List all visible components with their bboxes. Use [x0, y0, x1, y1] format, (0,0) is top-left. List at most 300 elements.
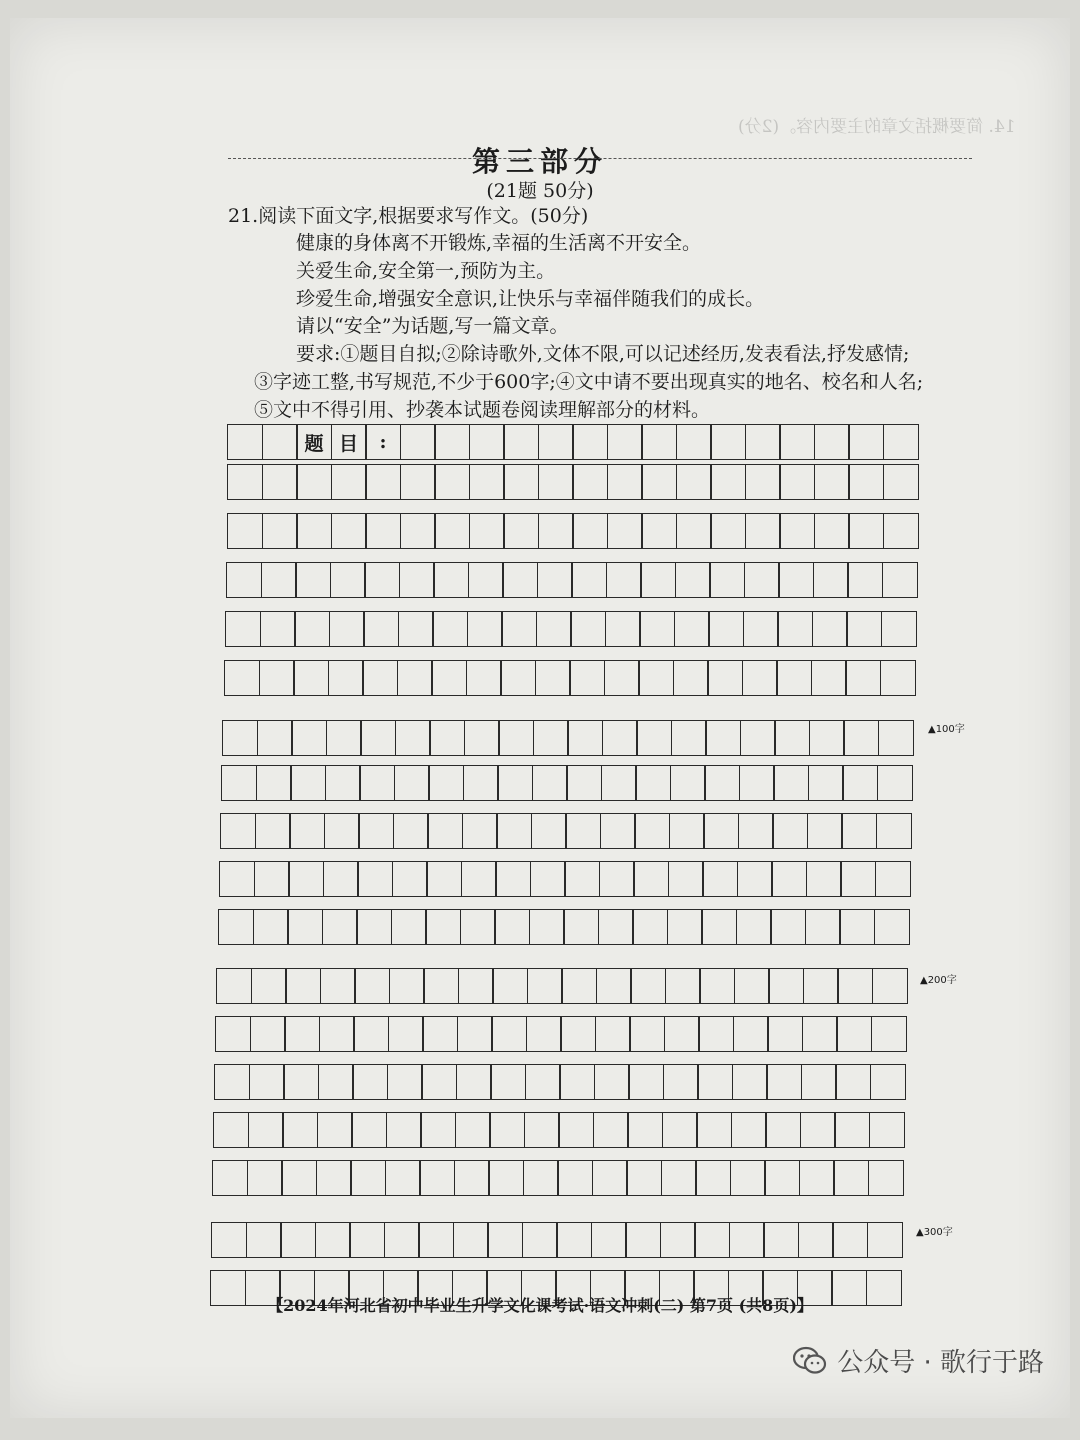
grid-cell[interactable]: [798, 1222, 834, 1258]
grid-cell[interactable]: [250, 1016, 286, 1052]
grid-cell[interactable]: [262, 464, 298, 500]
grid-cell[interactable]: [524, 1112, 560, 1148]
grid-cell[interactable]: [628, 1064, 664, 1100]
grid-cell[interactable]: [806, 861, 842, 897]
grid-cell[interactable]: [668, 861, 704, 897]
grid-cell[interactable]: [503, 424, 539, 460]
grid-cell[interactable]: [557, 1160, 593, 1196]
grid-cell[interactable]: [216, 968, 252, 1004]
grid-cell[interactable]: [387, 1064, 423, 1100]
grid-cell[interactable]: [322, 909, 358, 945]
grid-cell[interactable]: [734, 968, 770, 1004]
grid-cell[interactable]: [315, 1222, 351, 1258]
grid-cell[interactable]: [215, 1016, 251, 1052]
grid-cell[interactable]: [221, 765, 257, 801]
grid-cell[interactable]: [667, 909, 703, 945]
grid-cell[interactable]: [538, 424, 574, 460]
grid-cell[interactable]: [290, 765, 326, 801]
grid-cell[interactable]: [833, 1160, 869, 1196]
grid-cell[interactable]: [281, 1160, 317, 1196]
grid-cell[interactable]: [779, 513, 815, 549]
grid-cell[interactable]: [699, 968, 735, 1004]
grid-cell[interactable]: [490, 1064, 526, 1100]
grid-cell[interactable]: [522, 1222, 558, 1258]
grid-cell[interactable]: [880, 660, 916, 696]
grid-cell[interactable]: [572, 513, 608, 549]
grid-cell[interactable]: [771, 861, 807, 897]
grid-cell[interactable]: [665, 968, 701, 1004]
grid-cell[interactable]: [398, 611, 434, 647]
grid-cell[interactable]: [330, 562, 366, 598]
grid-cell[interactable]: [596, 968, 632, 1004]
grid-cell[interactable]: [426, 861, 462, 897]
grid-cell[interactable]: [317, 1112, 353, 1148]
grid-cell[interactable]: [744, 562, 780, 598]
grid-cell[interactable]: [558, 1112, 594, 1148]
grid-cell[interactable]: [763, 1222, 799, 1258]
grid-cell[interactable]: [605, 611, 641, 647]
grid-cell[interactable]: [427, 813, 463, 849]
grid-cell[interactable]: [293, 660, 329, 696]
grid-cell[interactable]: [599, 861, 635, 897]
grid-cell[interactable]: [469, 513, 505, 549]
grid-cell[interactable]: [602, 720, 638, 756]
grid-cell[interactable]: [526, 1016, 562, 1052]
grid-cell[interactable]: [259, 660, 295, 696]
grid-cell[interactable]: [251, 968, 287, 1004]
grid-cell[interactable]: [600, 813, 636, 849]
grid-cell[interactable]: [872, 968, 908, 1004]
grid-cell[interactable]: [705, 720, 741, 756]
grid-cell[interactable]: [538, 464, 574, 500]
grid-cell[interactable]: [841, 813, 877, 849]
grid-cell[interactable]: [320, 968, 356, 1004]
grid-cell[interactable]: [639, 611, 675, 647]
grid-cell[interactable]: [660, 1222, 696, 1258]
grid-cell[interactable]: [457, 1016, 493, 1052]
grid-cell[interactable]: [462, 813, 498, 849]
grid-cell[interactable]: [736, 909, 772, 945]
grid-cell[interactable]: [842, 765, 878, 801]
grid-cell[interactable]: [874, 909, 910, 945]
grid-cell[interactable]: [488, 1160, 524, 1196]
grid-cell[interactable]: [607, 464, 643, 500]
grid-cell[interactable]: [675, 562, 711, 598]
grid-cell[interactable]: [592, 1160, 628, 1196]
grid-cell[interactable]: [432, 611, 468, 647]
grid-cell[interactable]: [742, 660, 778, 696]
grid-cell[interactable]: [848, 513, 884, 549]
grid-cell[interactable]: [710, 513, 746, 549]
grid-cell[interactable]: [356, 909, 392, 945]
grid-cell[interactable]: [453, 1222, 489, 1258]
grid-cell[interactable]: [319, 1016, 355, 1052]
grid-cell[interactable]: [400, 464, 436, 500]
grid-cell[interactable]: [466, 660, 502, 696]
grid-cell[interactable]: [800, 1112, 836, 1148]
grid-cell[interactable]: [386, 1112, 422, 1148]
grid-cell[interactable]: [745, 464, 781, 500]
grid-cell[interactable]: [225, 611, 261, 647]
grid-cell[interactable]: [428, 765, 464, 801]
grid-cell[interactable]: [770, 909, 806, 945]
grid-cell[interactable]: [803, 968, 839, 1004]
grid-cell[interactable]: [662, 1112, 698, 1148]
grid-cell[interactable]: [772, 813, 808, 849]
grid-cell[interactable]: [434, 424, 470, 460]
grid-cell[interactable]: [419, 1160, 455, 1196]
grid-cell[interactable]: [710, 464, 746, 500]
grid-cell[interactable]: [745, 424, 781, 460]
grid-cell[interactable]: [566, 765, 602, 801]
grid-cell[interactable]: [487, 1222, 523, 1258]
grid-cell[interactable]: [497, 765, 533, 801]
grid-cell[interactable]: [845, 660, 881, 696]
grid-cell[interactable]: [799, 1160, 835, 1196]
grid-cell[interactable]: [737, 861, 773, 897]
grid-cell[interactable]: [455, 1112, 491, 1148]
grid-cell[interactable]: [397, 660, 433, 696]
grid-cell[interactable]: [802, 1016, 838, 1052]
grid-cell[interactable]: [318, 1064, 354, 1100]
grid-cell[interactable]: [395, 720, 431, 756]
grid-cell[interactable]: [418, 1222, 454, 1258]
grid-cell[interactable]: [812, 611, 848, 647]
grid-cell[interactable]: [288, 861, 324, 897]
grid-cell[interactable]: [433, 562, 469, 598]
grid-cell[interactable]: [641, 424, 677, 460]
grid-cell[interactable]: [538, 513, 574, 549]
grid-cell[interactable]: [839, 909, 875, 945]
grid-cell[interactable]: [745, 513, 781, 549]
grid-cell[interactable]: [813, 562, 849, 598]
grid-cell[interactable]: [247, 1160, 283, 1196]
grid-cell[interactable]: [502, 562, 538, 598]
grid-cell[interactable]: [708, 611, 744, 647]
grid-cell[interactable]: [359, 765, 395, 801]
grid-cell[interactable]: [626, 1160, 662, 1196]
grid-cell[interactable]: [331, 464, 367, 500]
grid-cell[interactable]: [421, 1064, 457, 1100]
grid-cell[interactable]: [501, 611, 537, 647]
grid-cell[interactable]: [283, 1064, 319, 1100]
grid-cell[interactable]: [701, 909, 737, 945]
grid-cell[interactable]: [227, 513, 263, 549]
grid-cell[interactable]: [641, 513, 677, 549]
grid-cell[interactable]: [835, 1064, 871, 1100]
grid-cell[interactable]: [456, 1064, 492, 1100]
grid-cell[interactable]: [883, 513, 919, 549]
grid-cell[interactable]: [572, 424, 608, 460]
grid-cell[interactable]: [598, 909, 634, 945]
grid-cell[interactable]: [882, 562, 918, 598]
grid-cell[interactable]: [385, 1160, 421, 1196]
grid-cell[interactable]: [871, 1016, 907, 1052]
grid-cell[interactable]: [463, 765, 499, 801]
grid-cell[interactable]: [422, 1016, 458, 1052]
grid-cell[interactable]: [296, 513, 332, 549]
grid-cell[interactable]: [635, 765, 671, 801]
grid-cell[interactable]: [664, 1016, 700, 1052]
grid-cell[interactable]: [847, 562, 883, 598]
grid-cell[interactable]: [469, 464, 505, 500]
grid-cell[interactable]: [636, 720, 672, 756]
grid-cell[interactable]: [323, 861, 359, 897]
grid-cell[interactable]: [460, 909, 496, 945]
grid-cell[interactable]: [227, 464, 263, 500]
grid-cell[interactable]: [249, 1064, 285, 1100]
grid-cell[interactable]: [883, 464, 919, 500]
grid-cell[interactable]: [503, 513, 539, 549]
grid-cell[interactable]: [246, 1222, 282, 1258]
grid-cell[interactable]: [498, 720, 534, 756]
grid-cell[interactable]: [282, 1112, 318, 1148]
grid-cell[interactable]: [212, 1160, 248, 1196]
grid-cell[interactable]: [260, 611, 296, 647]
grid-cell[interactable]: [776, 660, 812, 696]
grid-cell[interactable]: [640, 562, 676, 598]
grid-cell[interactable]: [767, 1016, 803, 1052]
grid-cell[interactable]: [673, 660, 709, 696]
grid-cell[interactable]: [352, 1064, 388, 1100]
grid-cell[interactable]: [219, 861, 255, 897]
grid-cell[interactable]: [331, 513, 367, 549]
grid-cell[interactable]: [738, 813, 774, 849]
grid-cell[interactable]: [730, 1160, 766, 1196]
grid-cell[interactable]: [420, 1112, 456, 1148]
grid-cell[interactable]: [531, 813, 567, 849]
grid-cell[interactable]: [254, 861, 290, 897]
grid-cell[interactable]: [811, 660, 847, 696]
grid-cell[interactable]: [641, 464, 677, 500]
grid-cell[interactable]: [674, 611, 710, 647]
grid-cell[interactable]: [262, 513, 298, 549]
grid-cell[interactable]: [328, 660, 364, 696]
grid-cell[interactable]: [606, 562, 642, 598]
grid-cell[interactable]: [661, 1160, 697, 1196]
grid-cell[interactable]: [710, 424, 746, 460]
grid-cell[interactable]: [325, 765, 361, 801]
grid-cell[interactable]: [773, 765, 809, 801]
grid-cell[interactable]: [877, 765, 913, 801]
grid-cell[interactable]: [848, 424, 884, 460]
grid-cell[interactable]: [704, 765, 740, 801]
grid-cell[interactable]: [523, 1160, 559, 1196]
grid-cell[interactable]: [740, 720, 776, 756]
grid-cell[interactable]: [389, 968, 425, 1004]
grid-cell[interactable]: [227, 424, 263, 460]
grid-cell[interactable]: [814, 513, 850, 549]
grid-cell[interactable]: [834, 1112, 870, 1148]
grid-cell[interactable]: [214, 1064, 250, 1100]
grid-cell[interactable]: [285, 968, 321, 1004]
grid-cell[interactable]: [255, 813, 291, 849]
grid-cell[interactable]: [774, 720, 810, 756]
grid-cell[interactable]: [533, 720, 569, 756]
grid-cell[interactable]: [495, 861, 531, 897]
grid-cell[interactable]: [496, 813, 532, 849]
grid-cell[interactable]: [591, 1222, 627, 1258]
grid-cell[interactable]: [743, 611, 779, 647]
grid-cell[interactable]: [211, 1222, 247, 1258]
grid-cell[interactable]: [627, 1112, 663, 1148]
grid-cell[interactable]: [529, 909, 565, 945]
grid-cell[interactable]: [213, 1112, 249, 1148]
grid-cell[interactable]: [733, 1016, 769, 1052]
grid-cell[interactable]: [469, 424, 505, 460]
grid-cell[interactable]: [764, 1160, 800, 1196]
grid-cell[interactable]: [365, 464, 401, 500]
grid-cell[interactable]: [601, 765, 637, 801]
grid-cell[interactable]: [607, 424, 643, 460]
grid-cell[interactable]: [399, 562, 435, 598]
grid-cell[interactable]: [289, 813, 325, 849]
grid-cell[interactable]: [467, 611, 503, 647]
grid-cell[interactable]: [294, 611, 330, 647]
grid-cell[interactable]: [560, 1016, 596, 1052]
grid-cell[interactable]: [393, 813, 429, 849]
grid-cell[interactable]: [489, 1112, 525, 1148]
grid-cell[interactable]: [867, 1222, 903, 1258]
grid-cell[interactable]: [671, 720, 707, 756]
grid-cell[interactable]: [814, 464, 850, 500]
grid-cell[interactable]: [530, 861, 566, 897]
grid-cell[interactable]: [434, 464, 470, 500]
grid-cell[interactable]: [739, 765, 775, 801]
grid-cell[interactable]: [632, 909, 668, 945]
grid-cell[interactable]: [354, 968, 390, 1004]
grid-cell[interactable]: [731, 1112, 767, 1148]
grid-cell[interactable]: [262, 424, 298, 460]
grid-cell[interactable]: [707, 660, 743, 696]
grid-cell[interactable]: [695, 1160, 731, 1196]
grid-cell[interactable]: [556, 1222, 592, 1258]
grid-cell[interactable]: [400, 513, 436, 549]
grid-cell[interactable]: [388, 1016, 424, 1052]
grid-cell[interactable]: [694, 1222, 730, 1258]
grid-cell[interactable]: [638, 660, 674, 696]
grid-cell[interactable]: [869, 1112, 905, 1148]
grid-cell[interactable]: [295, 562, 331, 598]
grid-cell[interactable]: [732, 1064, 768, 1100]
grid-cell[interactable]: [503, 464, 539, 500]
grid-cell[interactable]: [876, 813, 912, 849]
grid-cell[interactable]: [222, 720, 258, 756]
grid-cell[interactable]: [570, 611, 606, 647]
grid-cell[interactable]: [392, 861, 428, 897]
grid-cell[interactable]: [364, 562, 400, 598]
grid-cell[interactable]: [836, 1016, 872, 1052]
grid-cell[interactable]: [329, 611, 365, 647]
grid-cell[interactable]: [696, 1112, 732, 1148]
grid-cell[interactable]: [848, 464, 884, 500]
grid-cell[interactable]: [316, 1160, 352, 1196]
grid-cell[interactable]: [491, 1016, 527, 1052]
grid-cell[interactable]: [571, 562, 607, 598]
grid-cell[interactable]: [358, 813, 394, 849]
grid-cell[interactable]: [391, 909, 427, 945]
grid-cell[interactable]: [595, 1016, 631, 1052]
grid-cell[interactable]: [565, 813, 601, 849]
grid-cell[interactable]: [837, 968, 873, 1004]
grid-cell[interactable]: [500, 660, 536, 696]
grid-cell[interactable]: [535, 660, 571, 696]
grid-cell[interactable]: [525, 1064, 561, 1100]
grid-cell[interactable]: [429, 720, 465, 756]
grid-cell[interactable]: [697, 1064, 733, 1100]
grid-cell[interactable]: [630, 968, 666, 1004]
grid-cell[interactable]: [536, 611, 572, 647]
grid-cell[interactable]: [256, 765, 292, 801]
grid-cell[interactable]: [324, 813, 360, 849]
grid-cell[interactable]: [461, 861, 497, 897]
grid-cell[interactable]: [291, 720, 327, 756]
grid-cell[interactable]: [633, 861, 669, 897]
grid-cell[interactable]: [777, 611, 813, 647]
grid-cell[interactable]: [253, 909, 289, 945]
grid-cell[interactable]: [702, 861, 738, 897]
grid-cell[interactable]: [218, 909, 254, 945]
grid-cell[interactable]: [527, 968, 563, 1004]
grid-cell[interactable]: [296, 464, 332, 500]
grid-cell[interactable]: [807, 813, 843, 849]
grid-cell[interactable]: [363, 611, 399, 647]
grid-cell[interactable]: [768, 968, 804, 1004]
grid-cell[interactable]: [779, 424, 815, 460]
grid-cell[interactable]: [532, 765, 568, 801]
grid-cell[interactable]: [870, 1064, 906, 1100]
grid-cell[interactable]: [805, 909, 841, 945]
grid-cell[interactable]: [670, 765, 706, 801]
grid-cell[interactable]: [840, 861, 876, 897]
grid-cell[interactable]: [808, 765, 844, 801]
grid-cell[interactable]: [572, 464, 608, 500]
grid-cell[interactable]: [458, 968, 494, 1004]
grid-cell[interactable]: [814, 424, 850, 460]
grid-cell[interactable]: [559, 1064, 595, 1100]
grid-cell[interactable]: [434, 513, 470, 549]
grid-cell[interactable]: [567, 720, 603, 756]
grid-cell[interactable]: [261, 562, 297, 598]
grid-cell[interactable]: [468, 562, 504, 598]
grid-cell[interactable]: [698, 1016, 734, 1052]
grid-cell[interactable]: [669, 813, 705, 849]
grid-cell[interactable]: [226, 562, 262, 598]
grid-cell[interactable]: [561, 968, 597, 1004]
grid-cell[interactable]: [766, 1064, 802, 1100]
grid-cell[interactable]: [400, 424, 436, 460]
grid-cell[interactable]: [349, 1222, 385, 1258]
grid-cell[interactable]: [357, 861, 393, 897]
grid-cell[interactable]: [360, 720, 396, 756]
grid-cell[interactable]: [492, 968, 528, 1004]
grid-cell[interactable]: [676, 464, 712, 500]
grid-cell[interactable]: [832, 1222, 868, 1258]
grid-cell[interactable]: [563, 909, 599, 945]
grid-cell[interactable]: [607, 513, 643, 549]
grid-cell[interactable]: [846, 611, 882, 647]
grid-cell[interactable]: [868, 1160, 904, 1196]
grid-cell[interactable]: [384, 1222, 420, 1258]
grid-cell[interactable]: [663, 1064, 699, 1100]
grid-cell[interactable]: [537, 562, 573, 598]
grid-cell[interactable]: [629, 1016, 665, 1052]
grid-cell[interactable]: [353, 1016, 389, 1052]
grid-cell[interactable]: [454, 1160, 490, 1196]
grid-cell[interactable]: [729, 1222, 765, 1258]
grid-cell[interactable]: [676, 513, 712, 549]
grid-cell[interactable]: [875, 861, 911, 897]
